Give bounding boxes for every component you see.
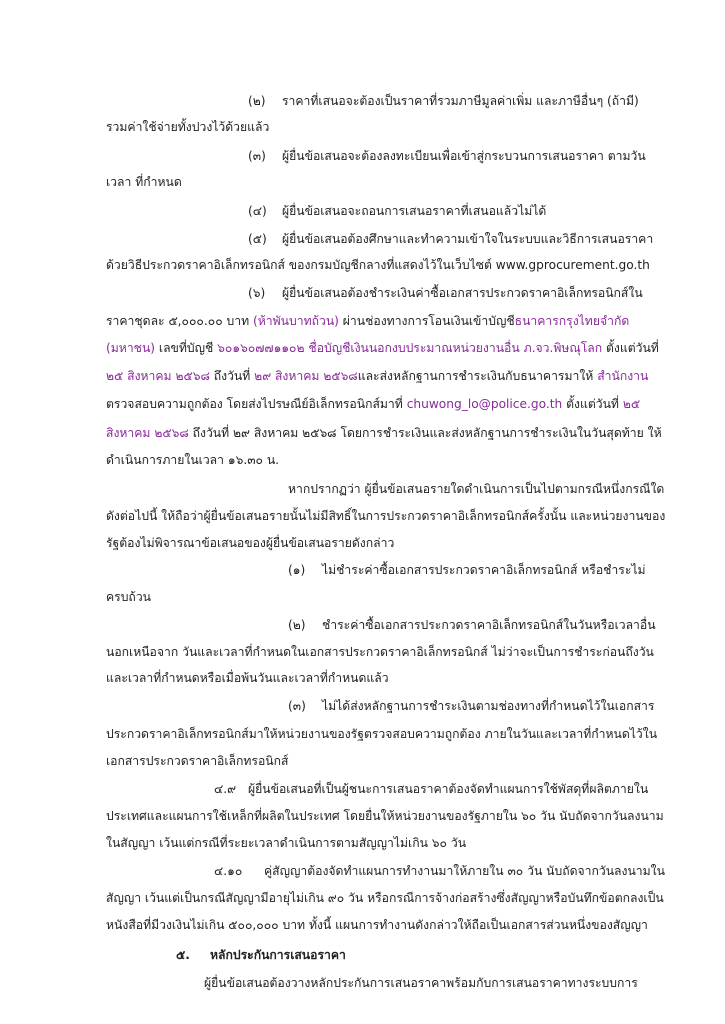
account-name: ชื่อบัญชีเงินนอกงบประมาณหน่วยงานอื่น ภ.จว.พิษณุโลก [304, 341, 603, 355]
condition-2-line-2: นอกเหนือจาก วันและเวลาที่กำหนดในเอกสารประกวดราคาอิเล็กทรอนิกส์ ไม่ว่าจะเป็นการชำระก่อนถึงวัน [106, 645, 654, 659]
clause-5-line-2: ด้วยวิธีประกวดราคาอิเล็กทรอนิกส์ ของกรมบัญชีกลางที่แสดงไว้ในเว็บไซต์ www.gprocurement.go.th [106, 258, 650, 272]
clause-6-line-6: สิงหาคม ๒๕๖๘ ถึงวันที่ ๒๙ สิงหาคม ๒๕๖๘ โดยการชำระเงินและส่งหลักฐานการชำระเงินในวันสุดท้าย ให้ [106, 426, 662, 440]
section-4-10-line-2: สัญญา เว้นแต่เป็นกรณีสัญญามีอายุไม่เกิน ๙๐ วัน หรือกรณีการจ้างก่อสร้างซึ่งสัญญาหรือบันทึกข้อตกลงเป็น [106, 891, 664, 905]
submission-start-day: ๒๕ [622, 397, 641, 411]
section-5-title: หลักประกันการเสนอราคา [210, 948, 346, 962]
condition-3-line-1: (๓) ไม่ได้ส่งหลักฐานการชำระเงินตามช่องทางที่กำหนดไว้ในเอกสาร [288, 695, 654, 717]
clause-2-number: (๒) [248, 94, 266, 108]
clause-3-number: (๓) [248, 149, 266, 163]
section-4-10-line-3: หนังสือที่มีวงเงินไม่เกิน ๕๐๐,๐๐๐ บาท ทั้งนี้ แผนการทำงานดังกล่าวให้ถือเป็นเอกสารส่วนหนึ่งของสัญญา [106, 918, 648, 932]
condition-1-number: (๑) [288, 563, 306, 577]
office-name: สำนักงาน [597, 369, 649, 383]
section-4-9-line-3: ในสัญญา เว้นแต่กรณีที่ระยะเวลาดำเนินการตามสัญญาไม่เกิน ๖๐ วัน [106, 836, 467, 850]
condition-3-line-2: ประกวดราคาอิเล็กทรอนิกส์มาให้หน่วยงานของรัฐตรวจสอบความถูกต้อง ภายในวันและเวลาที่กำหนดไว้ใน [106, 727, 658, 741]
section-5-line-1: ผู้ยื่นข้อเสนอต้องวางหลักประกันการเสนอราคาพร้อมกับการเสนอราคาทางระบบการ [204, 976, 638, 990]
section-4-9-line-2: ประเทศและแผนการใช้เหล็กที่ผลิตในประเทศ โดยยื่นให้หน่วยงานของรัฐภายใน ๖๐ วัน นับถัดจากวันลงนาม [106, 809, 664, 823]
condition-2-line-1: (๒) ชำระค่าซื้อเอกสารประกวดราคาอิเล็กทรอนิกส์ในวันหรือเวลาอื่น [288, 614, 656, 636]
condition-1-line-2: ครบถ้วน [106, 590, 151, 604]
account-number: ๖๐๑๖๐๗๗๑๑๐๒ [217, 341, 305, 355]
payment-end-date: ๒๙ สิงหาคม ๒๕๖๘ [254, 369, 358, 383]
section-5-number: ๕. [176, 948, 190, 962]
condition-2-number: (๒) [288, 618, 306, 632]
conditions-line-1: หากปรากฏว่า ผู้ยื่นข้อเสนอรายใดดำเนินการเป็นไปตามกรณีหนึ่งกรณีใด [288, 482, 665, 496]
section-5-heading [176, 944, 346, 966]
clause-6-line-2: ราคาชุดละ ๕,๐๐๐.๐๐ บาท (ห้าพันบาทถ้วน) ผ่านช่องทางการโอนเงินเข้าบัญชีธนาคารกรุงไทยจำกัด [106, 314, 630, 328]
condition-3-line-3: เอกสารประกวดราคาอิเล็กทรอนิกส์ [106, 754, 289, 768]
clause-6-line-5: ตรวจสอบความถูกต้อง โดยส่งไปรษณีย์อิเล็กทรอนิกส์มาที่ chuwong_lo@police.go.th ตั้งแต่วันที่ ๒๕ [106, 397, 641, 411]
clause-4-line-1: (๔) ผู้ยื่นข้อเสนอจะถอนการเสนอราคาที่เสนอแล้วไม่ได้ [248, 200, 546, 222]
clause-3-line-2: เวลา ที่กำหนด [106, 175, 182, 189]
bank-name: ธนาคารกรุงไทยจำกัด [514, 314, 630, 328]
clause-3-line-1: (๓) ผู้ยื่นข้อเสนอจะต้องลงทะเบียนเพื่อเข้าสู่กระบวนการเสนอราคา ตามวัน [248, 145, 646, 167]
clause-6-number: (๖) [248, 286, 266, 300]
clause-2-line-1: (๒) ราคาที่เสนอจะต้องเป็นราคาที่รวมภาษีมูลค่าเพิ่ม และภาษีอื่นๆ (ถ้ามี) [248, 90, 639, 112]
conditions-line-2: ดังต่อไปนี้ ให้ถือว่าผู้ยื่นข้อเสนอรายนั้นไม่มีสิทธิ์ในการประกวดราคาอิเล็กทรอนิกส์ครั้งนั้น และหน่วยงานของ [106, 509, 666, 523]
submission-start-month: สิงหาคม ๒๕๖๘ [106, 426, 189, 440]
section-4-10-line-1: ๔.๑๐ คู่สัญญาต้องจัดทำแผนการทำงานมาให้ภายใน ๓๐ วัน นับถัดจากวันลงนามใน [214, 860, 665, 882]
clause-4-number: (๔) [248, 204, 267, 218]
clause-5-number: (๕) [248, 232, 267, 246]
clause-6-line-3: (มหาชน) เลขที่บัญชี ๖๐๑๖๐๗๗๑๑๐๒ ชื่อบัญชีเงินนอกงบประมาณหน่วยงานอื่น ภ.จว.พิษณุโลก ตั้งแต่วันที่ [106, 341, 659, 355]
section-4-9-number: ๔.๙ [214, 782, 237, 796]
bank-name-suffix: (มหาชน) [106, 341, 156, 355]
amount-in-words: (ห้าพันบาทถ้วน) [253, 314, 339, 328]
clause-6-line-7: ดำเนินการภายในเวลา ๑๖.๓๐ น. [106, 453, 280, 467]
clause-2-line-2: รวมค่าใช้จ่ายทั้งปวงไว้ด้วยแล้ว [106, 120, 270, 134]
conditions-line-3: รัฐต้องไม่พิจารณาข้อเสนอของผู้ยื่นข้อเสนอรายดังกล่าว [106, 536, 395, 550]
email-address: chuwong_lo@police.go.th [406, 397, 563, 411]
section-4-10-number: ๔.๑๐ [214, 864, 243, 878]
clause-6-line-4: ๒๕ สิงหาคม ๒๕๖๘ ถึงวันที่ ๒๙ สิงหาคม ๒๕๖๘และส่งหลักฐานการชำระเงินกับธนาคารมาให้ สำนักงาน [106, 369, 649, 383]
clause-6-line-1: (๖) ผู้ยื่นข้อเสนอต้องชำระเงินค่าซื้อเอกสารประกวดราคาอิเล็กทรอนิกส์ใน [248, 282, 643, 304]
condition-3-number: (๓) [288, 699, 306, 713]
payment-start-date: ๒๕ สิงหาคม ๒๕๖๘ [106, 369, 210, 383]
clause-5-line-1: (๕) ผู้ยื่นข้อเสนอต้องศึกษาและทำความเข้าใจในระบบและวิธีการเสนอราคา [248, 228, 653, 250]
section-4-9-line-1: ๔.๙ ผู้ยื่นข้อเสนอที่เป็นผู้ชนะการเสนอราคาต้องจัดทำแผนการใช้พัสดุที่ผลิตภายใน [214, 778, 648, 800]
condition-2-line-3: และเวลาที่กำหนดหรือเมื่อพ้นวันและเวลาที่กำหนดแล้ว [106, 671, 389, 685]
condition-1-line-1: (๑) ไม่ชำระค่าซื้อเอกสารประกวดราคาอิเล็กทรอนิกส์ หรือชำระไม่ [288, 559, 646, 581]
